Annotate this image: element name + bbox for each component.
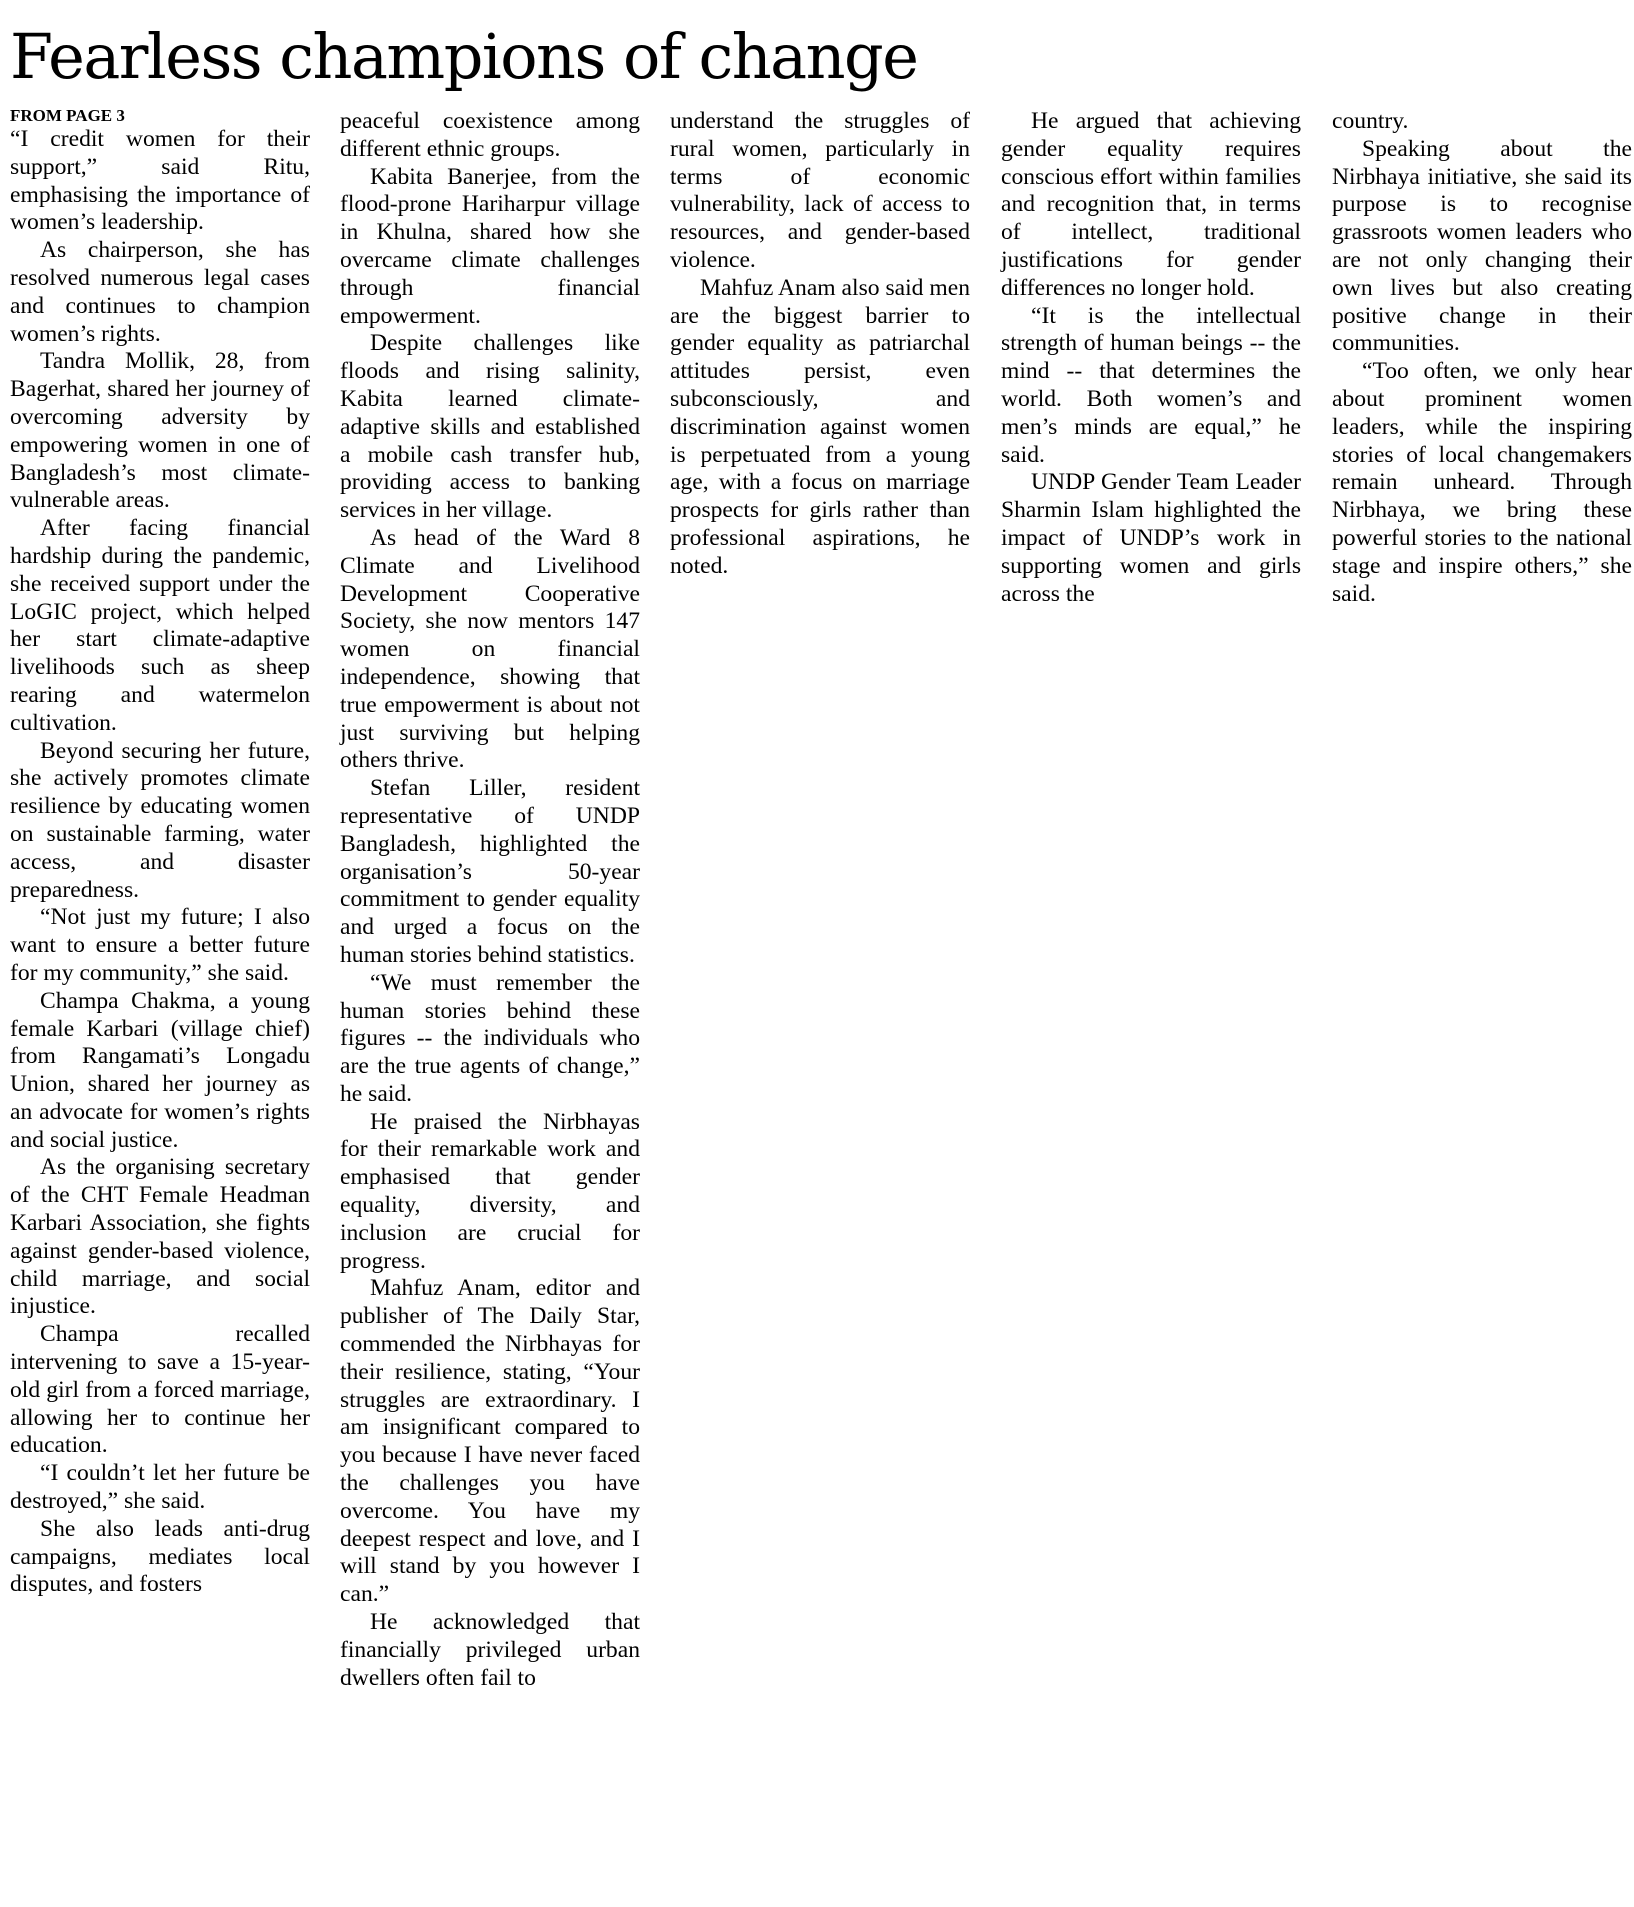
paragraph: Stefan Liller, resident representative of UNDP Bangladesh, highlighted the organisation’s 50-year commitment to gender equality and urged a focus on the human stories behind statistics. [340,775,640,968]
paragraph: peaceful coexistence among different ethnic groups. [340,108,640,162]
paragraph: Champa Chakma, a young female Karbari (village chief) from Rangamati’s Longadu Union, shared her journey as an advocate for women’s rights and social justice. [10,987,310,1153]
article-column-3 [670,108,970,581]
paragraph: She also leads anti-drug campaigns, mediates local disputes, and fosters [10,1515,310,1598]
article-column-2 [340,108,640,1692]
paragraph: He acknowledged that financially privileged urban dwellers often fail to [340,1609,640,1691]
article-column-5 [1332,108,1632,608]
paragraph: “Not just my future; I also want to ensure a better future for my community,” she said. [10,904,310,986]
paragraph: After facing financial hardship during the pandemic, she received support under the LoGIC project, which helped her start climate-adaptive livelihoods such as sheep rearing and watermelon cultivation. [10,515,310,736]
paragraph: Beyond securing her future, she actively promotes climate resilience by educating women on sustainable farming, water access, and disaster preparedness. [10,737,310,903]
paragraph: “Too often, we only hear about prominent women leaders, while the inspiring stories of local changemakers remain unheard. Through Nirbhaya, we bring these powerful stories to the national stage and inspire others,” she said. [1332,358,1632,607]
headline: Fearless champions of change [10,20,918,93]
article-column-4 [1001,108,1301,608]
paragraph: Speaking about the Nirbhaya initiative, she said its purpose is to recognise grassroots women leaders who are not only changing their own lives but also creating positive change in their communities. [1332,135,1632,357]
paragraph: Despite challenges like floods and rising salinity, Kabita learned climate-adaptive skills and established a mobile cash transfer hub, providing access to banking services in her village. [340,330,640,524]
paragraph: “I credit women for their support,” said Ritu, emphasising the importance of women’s leadership. [10,126,310,236]
paragraph: Champa recalled intervening to save a 15-year-old girl from a forced marriage, allowing her to continue her education. [10,1321,310,1459]
paragraph: Mahfuz Anam also said men are the biggest barrier to gender equality as patriarchal attitudes persist, even subconsciously, and discrimination against women is perpetuated from a young age, with a focus on marriage prospects for girls rather than professional aspirations, he noted. [670,274,970,579]
paragraph: “We must remember the human stories behind these figures -- the individuals who are the true agents of change,” he said. [340,969,640,1107]
paragraph: understand the struggles of rural women, particularly in terms of economic vulnerability, lack of access to resources, and gender-based violence. [670,108,970,273]
paragraph: Kabita Banerjee, from the flood-prone Hariharpur village in Khulna, shared how she overcame climate challenges through financial empowerment. [340,163,640,329]
paragraph: “I couldn’t let her future be destroyed,” she said. [10,1460,310,1515]
paragraph: Tandra Mollik, 28, from Bagerhat, shared her journey of overcoming adversity by empowering women in one of Bangladesh’s most climate-vulnerable areas. [10,348,310,514]
paragraph: As head of the Ward 8 Climate and Livelihood Development Cooperative Society, she now mentors 147 women on financial independence, showing that true empowerment is about not just surviving but helping others thrive. [340,524,640,774]
article-column-1 [10,106,310,1599]
paragraph: “It is the intellectual strength of human beings -- the mind -- that determines the world. Both women’s and men’s minds are equal,” he said. [1001,302,1301,468]
paragraph: As chairperson, she has resolved numerous legal cases and continues to champion women’s rights. [10,237,310,347]
paragraph: UNDP Gender Team Leader Sharmin Islam highlighted the impact of UNDP’s work in supporting women and girls across the [1001,469,1301,607]
paragraph: He praised the Nirbhayas for their remarkable work and emphasised that gender equality, diversity, and inclusion are crucial for progress. [340,1108,640,1274]
paragraph: Mahfuz Anam, editor and publisher of The Daily Star, commended the Nirbhayas for their resilience, stating, “Your struggles are extraordinary. I am insignificant compared to you because I have never faced the challenges you have overcome. You have my deepest respect and love, and I will stand by you however I can.” [340,1275,640,1608]
paragraph: As the organising secretary of the CHT Female Headman Karbari Association, she fights against gender-based violence, child marriage, and social injustice. [10,1154,310,1320]
paragraph: country. [1332,108,1409,134]
kicker: FROM PAGE 3 [10,106,125,125]
paragraph: He argued that achieving gender equality requires conscious effort within families and recognition that, in terms of intellect, traditional justifications for gender differences no longer hold. [1001,108,1301,301]
